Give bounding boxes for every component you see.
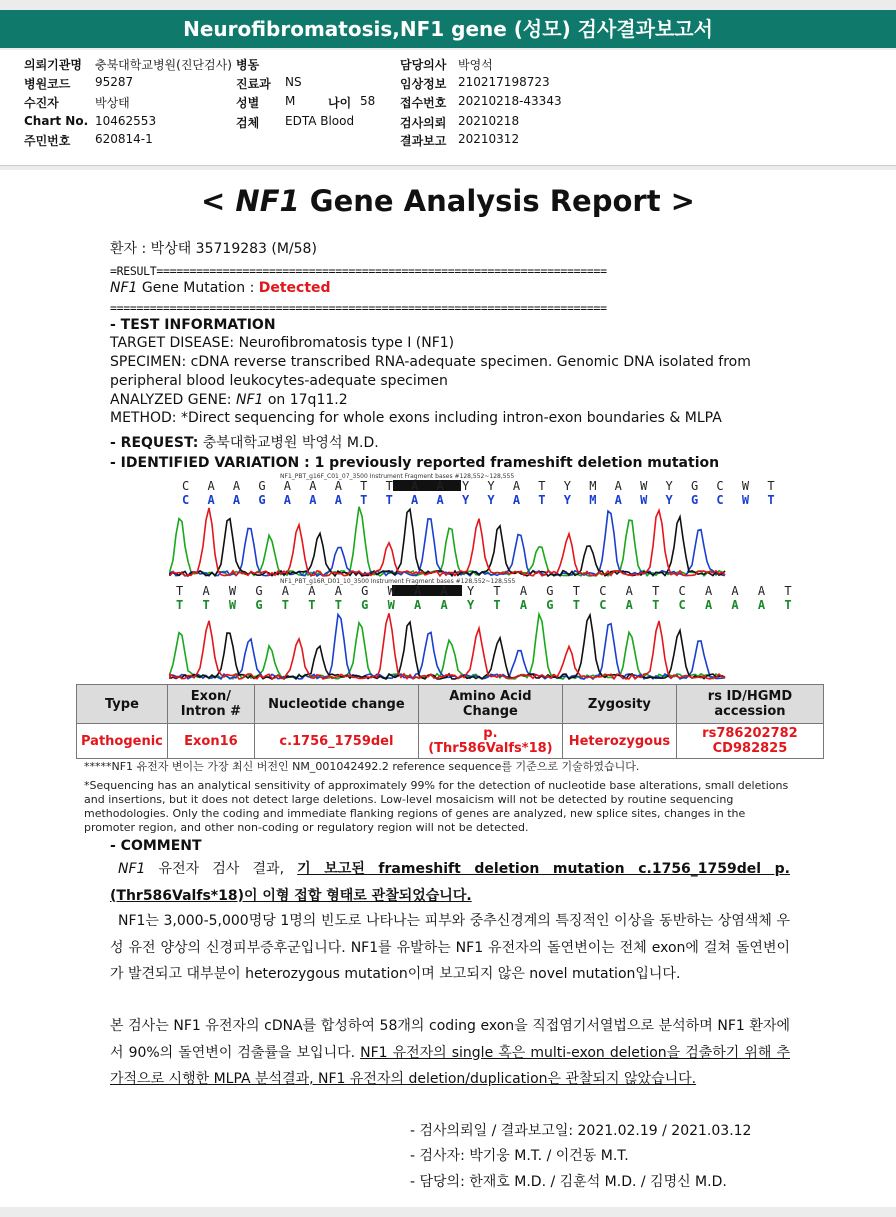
header-label: 수진자: [24, 96, 59, 110]
header-label: 검체: [236, 116, 260, 130]
table-row: [77, 724, 824, 759]
analyzed-gene-prefix: ANALYZED GENE:: [110, 392, 236, 408]
request-line: [110, 432, 379, 452]
analyzed-gene-suffix: on 17q11.2: [263, 392, 348, 408]
title-prefix: <: [201, 184, 236, 218]
table-cell: Pathogenic: [77, 724, 168, 759]
header-label: 주민번호: [24, 134, 71, 148]
header-value: 210217198723: [458, 75, 550, 89]
header-value: NS: [285, 75, 302, 89]
header-label: 임상정보: [400, 77, 447, 91]
analyzed-gene: [110, 392, 348, 408]
report-title-bar: Neurofibromatosis,NF1 gene (성모) 검사결과보고서: [0, 10, 896, 48]
title-gene: NF1: [235, 184, 300, 218]
chrom2-caption: NF1_PBT_g16R_D01_10_3500 Instrument Fragment bases #128,552~128,555: [280, 578, 516, 585]
note-sensitivity-3: methodologies. Only the coding and immediate flanking regions of genes are analyzed, new splice sites, changes in the: [84, 807, 746, 820]
table-header: Amino Acid Change: [418, 685, 562, 724]
chromatogram-forward: [170, 470, 781, 580]
comment-text: 유전자 검사 결과,: [145, 861, 298, 877]
report-body: [0, 170, 896, 1207]
header-label: 검사의뢰: [400, 116, 447, 130]
comment-paragraph-3: [110, 1013, 790, 1093]
specimen-line-1: SPECIMEN: cDNA reverse transcribed RNA-adequate specimen. Genomic DNA isolated from: [110, 354, 751, 370]
chrom1-seq-bottom: C A A G A A A T T A A Y Y A T Y M A W Y G C W T: [182, 493, 781, 507]
result-table: [76, 684, 824, 759]
note-reference: *****NF1 유전자 변이는 가장 최신 버전인 NM_001042492.2 reference sequence를 기준으로 기술하였습니다.: [84, 760, 640, 773]
patient-line: 환자 : 박상태 35719283 (M/58): [110, 241, 317, 257]
header-label: 병원코드: [24, 77, 71, 91]
request-value: 충북대학교병원 박영석 M.D.: [198, 435, 379, 451]
header-label: 담당의사: [400, 58, 447, 72]
signoff-examiner: - 검사자: 박기웅 M.T. / 이건동 M.T.: [410, 1148, 629, 1164]
comment-paragraph-2: NF1는 3,000-5,000명당 1명의 빈도로 나타나는 피부와 중추신경계의 특징적인 이상을 동반하는 상염색체 우성 유전 양상의 신경피부증후군입니다. NF1를 유발하는 NF1 유전자의 돌연변이는 전체 exon에 걸쳐 돌연변이가 발견되고 대부분이 heterozygous mutation이며 보고되지 않은 novel mutation입니다.: [110, 913, 790, 982]
table-cell: rs786202782 CD982825: [676, 724, 823, 759]
analyzed-gene-name: NF1: [235, 392, 264, 408]
comment-p3-mlpa: NF1 유전자의 single 혹은 multi-exon deletion을 검출하기 위해 추가적으로 시행한 MLPA 분석결과, NF1 유전자의 deletion/duplication은 관찰되지 않았습니다.: [110, 1044, 790, 1087]
target-disease: TARGET DISEASE: Neurofibromatosis type I (NF1): [110, 335, 455, 351]
chrom1-caption: NF1_PBT_g16F_C01_07_3500 Instrument Fragment bases #128,552~128,555: [280, 473, 515, 480]
chrom2-seq-bottom: T T W G T T T G W A A Y T A G T C A T C A A A T: [176, 598, 798, 612]
comment-finding: 기 보고된 frameshift deletion mutation c.1756_1759del p.(Thr586Valfs*18)이 이형 접합 형태로 관찰되었습니다.: [110, 861, 790, 904]
comment-paragraph-1: [110, 856, 790, 909]
table-cell: Heterozygous: [562, 724, 676, 759]
comment-gene: NF1: [118, 861, 146, 877]
header-value: 20210312: [458, 132, 520, 146]
table-header: Type: [77, 685, 168, 724]
header-label: 접수번호: [400, 96, 447, 110]
specimen-line-2: peripheral blood leukocytes-adequate specimen: [110, 373, 448, 389]
mutation-status: Detected: [258, 280, 331, 296]
header-label: Chart No.: [24, 114, 89, 128]
mutation-line: [110, 280, 331, 296]
table-header: Nucleotide change: [254, 685, 418, 724]
header-value: EDTA Blood: [285, 114, 355, 128]
test-info-heading: - TEST INFORMATION: [110, 317, 276, 333]
header-label: 진료과: [236, 77, 271, 91]
header-value: 박상태: [95, 96, 130, 110]
chromatogram-reverse: [170, 575, 798, 683]
variation-heading: - IDENTIFIED VARIATION : 1 previously reported frameshift deletion mutation: [110, 455, 720, 471]
method-line: METHOD: *Direct sequencing for whole exons including intron-exon boundaries & MLPA: [110, 410, 722, 426]
header-value: M: [285, 94, 296, 108]
chromatogram-trace: [170, 511, 725, 576]
comment-heading: - COMMENT: [110, 838, 202, 854]
note-sensitivity-2: and insertions, but it does not detect large deletions. Low-level mosaicism will not be detected by routine sequencing: [84, 793, 734, 806]
table-cell: p.(Thr586Valfs*18): [418, 724, 562, 759]
table-header: Zygosity: [562, 685, 676, 724]
header-label: 의뢰기관명: [24, 58, 82, 72]
note-sensitivity-1: *Sequencing has an analytical sensitivity of approximately 99% for the detection of nucleotide base alterations, small deletions: [84, 779, 789, 792]
header-value: 620814-1: [95, 132, 153, 146]
mutation-text: Gene Mutation :: [137, 280, 259, 296]
signoff-dates: - 검사의뢰일 / 결과보고일: 2021.02.19 / 2021.03.12: [410, 1123, 752, 1139]
chrom1-seq-top: C A A G A A A T T A A Y Y A T Y M A W Y G C W T: [182, 479, 781, 493]
header-value: 95287: [95, 75, 134, 89]
report-title: [0, 184, 896, 218]
note-sensitivity-4: promoter region, and other non-coding or regulatory region will not be detected.: [84, 821, 529, 834]
mutation-gene: NF1: [110, 280, 138, 296]
header-label: 성별: [236, 96, 260, 110]
header-label: 결과보고: [400, 134, 447, 148]
header-value: 20210218: [458, 114, 520, 128]
signoff-doctors: - 담당의: 한재호 M.D. / 김훈석 M.D. / 김명신 M.D.: [410, 1174, 727, 1190]
table-cell: c.1756_1759del: [254, 724, 418, 759]
request-label: - REQUEST:: [110, 435, 199, 451]
header-age-value: 58: [360, 94, 376, 108]
header-age-label: 나이: [328, 96, 352, 110]
header-value: 충북대학교병원(진단검사): [95, 58, 232, 72]
table-header: rs ID/HGMD accession: [676, 685, 823, 724]
table-cell: Exon16: [167, 724, 254, 759]
patient-header: [0, 50, 896, 166]
eq-divider: ===========================================================================: [110, 301, 607, 315]
header-label: 병동: [236, 58, 260, 72]
result-divider: =RESULT====================================================================: [110, 264, 607, 278]
comment-p3-text: 본 검사는 NF1 유전자의 cDNA를 합성하여 58개의 coding exon을 직접염기서열법으로 분석하며 NF1 환자에서 90%의 돌연변이 검출률을 보입니다.: [110, 1018, 790, 1061]
table-header-row: [77, 685, 824, 724]
chrom2-seq-top: T A W G A A A G W A A Y T A G T C A T C A A A T: [176, 584, 798, 598]
header-value: 박영석: [458, 58, 493, 72]
header-value: 10462553: [95, 114, 157, 128]
title-suffix: Gene Analysis Report >: [299, 184, 695, 218]
table-header: Exon/ Intron #: [167, 685, 254, 724]
header-value: 20210218-43343: [458, 94, 562, 108]
